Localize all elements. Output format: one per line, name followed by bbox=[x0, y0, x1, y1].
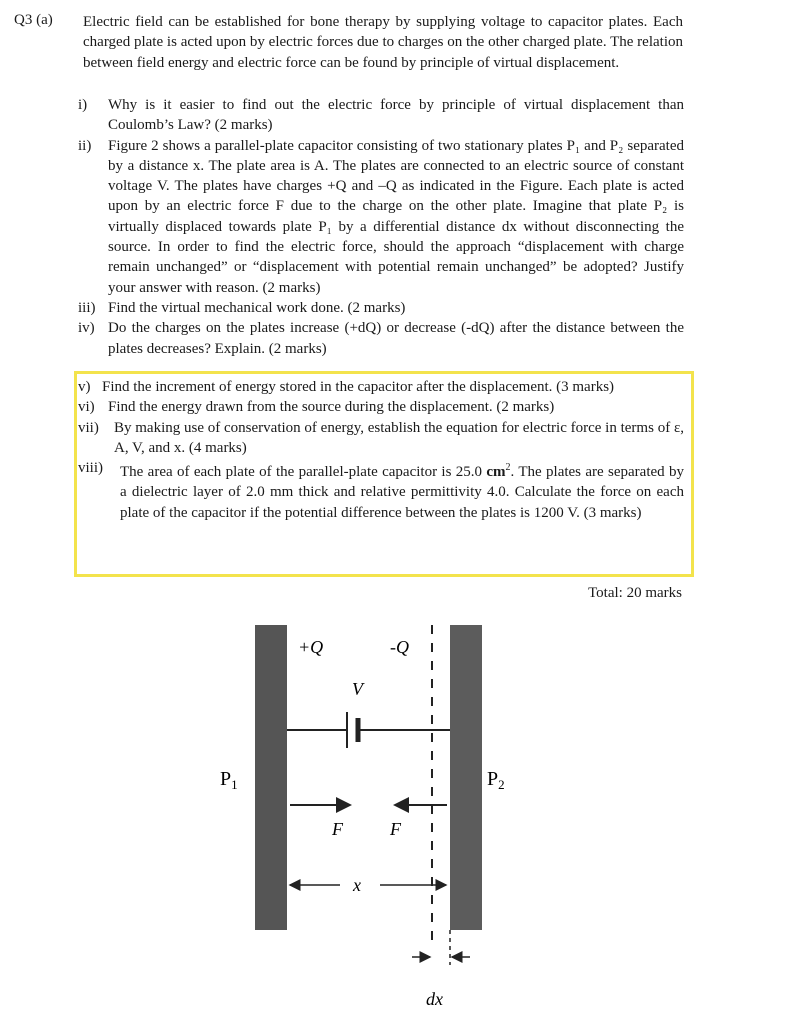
subquestion-vii bbox=[78, 418, 684, 459]
subquestion-vi bbox=[78, 397, 684, 417]
label-p2: $P_2$ bbox=[487, 768, 505, 792]
unit-cm: cm bbox=[486, 464, 506, 481]
subquestion-label: ii) bbox=[78, 137, 92, 154]
capacitor-figure bbox=[200, 615, 520, 1020]
subquestion-text: Find the energy drawn from the source during the displacement. (2 marks) bbox=[108, 399, 555, 416]
plate-p1 bbox=[255, 625, 287, 930]
viii-text-post: . The plates are separated by a dielectric layer of 2.0 mm thick and relative permittivity 4.0. Calculate the force on each plate of the capacitor if the potential difference between the plates is 1200 V. (3 marks) bbox=[120, 464, 684, 521]
subquestion-label: vii) bbox=[78, 419, 99, 436]
label-force-right: F bbox=[390, 819, 401, 839]
subquestion-text bbox=[120, 458, 684, 523]
subquestion-ii bbox=[78, 136, 684, 298]
subquestion-list-upper bbox=[78, 95, 684, 359]
subquestion-text: Do the charges on the plates increase (+dQ) or decrease (-dQ) after the distance between the plates decreases? Explain. (2 marks) bbox=[108, 320, 684, 357]
label-voltage: V bbox=[352, 679, 363, 699]
subquestion-viii bbox=[78, 458, 684, 523]
label-plus-q: +Q bbox=[298, 637, 324, 657]
subquestion-label: v) bbox=[78, 379, 91, 395]
subquestion-text: Find the increment of energy stored in the capacitor after the displacement. (3 marks) bbox=[102, 379, 615, 395]
subquestion-text: Figure 2 shows a parallel-plate capacitor consisting of two stationary plates P₁ and P₂ separated by a distance x. The plate area is A. The plates are connected to an electric source of constant voltage V. The plates have charges +Q and –Q as indicated in the Figure. Each plate is acted upon by an electric force F due to the charge on the other plate. Imagine that plate P₂ is virtually displaced towards plate P₁ by a differential distance dx without disconnecting the source. In order to find the electric force, should the approach “displacement with charge remain unchanged” or “displacement with potential remain unchanged” be adopted? Justify your answer with reason. (2 marks) bbox=[108, 137, 684, 296]
label-minus-q: -Q bbox=[390, 637, 409, 657]
label-distance-x: x bbox=[353, 875, 361, 895]
label-p1: $P_1$ bbox=[220, 768, 238, 792]
subquestion-iv bbox=[78, 318, 684, 359]
label-force-left: F bbox=[332, 819, 343, 839]
plate-p2 bbox=[450, 625, 482, 930]
viii-text-pre: The area of each plate of the parallel-plate capacitor is 25.0 bbox=[120, 464, 487, 481]
subquestion-label: i) bbox=[78, 97, 88, 113]
subquestion-label: iii) bbox=[78, 299, 96, 316]
label-dx: dx bbox=[426, 989, 443, 1009]
subquestion-label: iv) bbox=[78, 320, 95, 337]
subquestion-label: viii) bbox=[78, 460, 103, 477]
question-number: Q3 (a) bbox=[14, 12, 53, 28]
subquestion-text: Why is it easier to find out the electric force by principle of virtual displacement than Coulomb’s Law? (2 marks) bbox=[108, 97, 684, 134]
subquestion-v bbox=[78, 377, 684, 397]
subquestion-label: vi) bbox=[78, 399, 95, 416]
subquestion-i bbox=[78, 95, 684, 136]
subquestion-text: By making use of conservation of energy, establish the equation for electric force in terms of ε, A, V, and x. (4 marks) bbox=[114, 419, 684, 456]
subquestion-text: Find the virtual mechanical work done. (2 marks) bbox=[108, 299, 406, 316]
total-marks: Total: 20 marks bbox=[588, 585, 682, 601]
unit-superscript: 2 bbox=[505, 462, 511, 474]
subquestion-list-highlighted bbox=[78, 377, 684, 523]
subquestion-iii bbox=[78, 298, 684, 318]
question-intro: Electric field can be established for bone therapy by supplying voltage to capacitor plates. Each charged plate is acted upon by electric forces due to charges on the other charged plate. The relation between field energy and electric force can be found by principle of virtual displacement. bbox=[83, 14, 683, 71]
